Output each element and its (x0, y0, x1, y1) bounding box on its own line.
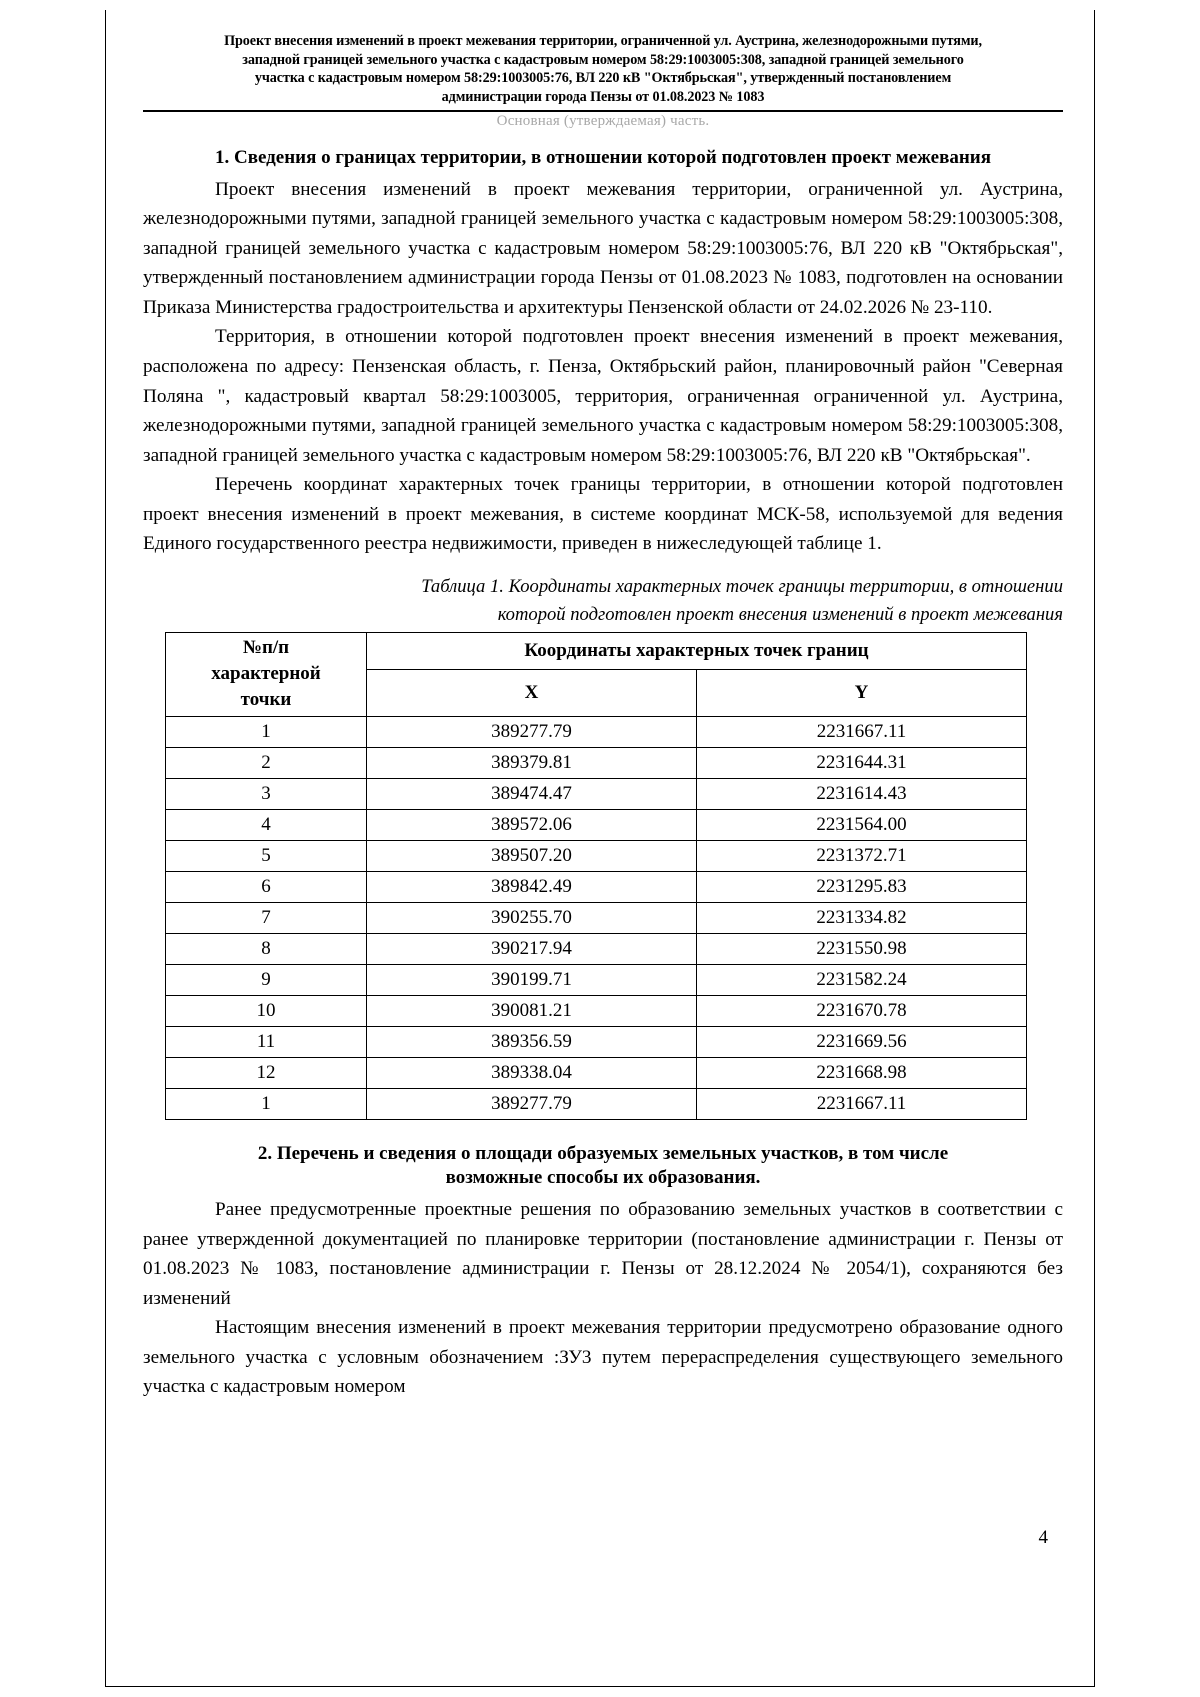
table-row (166, 964, 1027, 995)
table-row (166, 716, 1027, 747)
cell-point-number: 8 (166, 933, 367, 964)
table-row (166, 871, 1027, 902)
section-2-title-line-2: возможные способы их образования. (445, 1167, 761, 1189)
cell-x: 389842.49 (367, 871, 697, 902)
cell-x: 389572.06 (367, 809, 697, 840)
header-line-3: участка с кадастровым номером 58:29:1003005:76, ВЛ 220 кВ "Октябрьская", утвержденный постановлением (254, 70, 952, 87)
cell-y: 2231550.98 (697, 933, 1027, 964)
table-row (166, 933, 1027, 964)
document-running-header (143, 0, 1063, 107)
header-point-number-line-2: характерной (211, 663, 321, 685)
cell-x: 390081.21 (367, 995, 697, 1026)
cell-x: 389356.59 (367, 1026, 697, 1057)
cell-y: 2231667.11 (697, 1088, 1027, 1119)
cell-y: 2231670.78 (697, 995, 1027, 1026)
cell-x: 389338.04 (367, 1057, 697, 1088)
coordinates-table-head (166, 632, 1027, 716)
page-number: 4 (1038, 1527, 1048, 1548)
cell-point-number: 10 (166, 995, 367, 1026)
header-point-number (166, 632, 367, 716)
cell-y: 2231564.00 (697, 809, 1027, 840)
section-2-paragraph-2: Настоящим внесения изменений в проект межевания территории предусмотрено образование одного земельного участка с условным обозначением :ЗУ3 путем перераспределения существующего земельного участка с кадастровым номером (143, 1317, 1063, 1398)
table-row (166, 995, 1027, 1026)
header-column-x: X (367, 669, 697, 716)
section-1-title: 1. Сведения о границах территории, в отношении которой подготовлен проект межевания (214, 146, 992, 168)
section-2-title (143, 1142, 1063, 1191)
table-row (166, 840, 1027, 871)
page-content (143, 0, 1063, 1402)
cell-y: 2231669.56 (697, 1026, 1027, 1057)
cell-point-number: 9 (166, 964, 367, 995)
cell-y: 2231582.24 (697, 964, 1027, 995)
header-point-number-line-3: точки (240, 689, 292, 711)
header-line-4: администрации города Пензы от 01.08.2023 № 1083 (441, 89, 765, 106)
cell-x: 390217.94 (367, 933, 697, 964)
table-row (166, 1026, 1027, 1057)
table-row (166, 1088, 1027, 1119)
cell-y: 2231334.82 (697, 902, 1027, 933)
section-1-paragraph-1: Проект внесения изменений в проект межевания территории, ограниченной ул. Аустрина, железнодорожными путями, западной границей земельного участка с кадастровым номером 58:29:1003005:308, западной границей земельного участка с кадастровым номером 58:29:1003005:76, ВЛ 220 кВ "Октябрьская", утвержденный постановлением администрации города Пензы от 01.08.2023 № 1083, подготовлен на основании Приказа Министерства градостроительства и архитектуры Пензенской области от 24.02.2026 № 23-110. (143, 178, 1063, 318)
cell-point-number: 6 (166, 871, 367, 902)
cell-x: 390255.70 (367, 902, 697, 933)
cell-point-number: 1 (166, 1088, 367, 1119)
section-1-paragraph-2: Территория, в отношении которой подготовлен проект внесения изменений в проект межевания, расположена по адресу: Пензенская область, г. Пенза, Октябрьский район, планировочный район "Северная Поляна ", кадастровый квартал 58:29:1003005, территория, ограниченная ограниченной ул. Аустрина, железнодорожными путями, западной границей земельного участка с кадастровым номером 58:29:1003005:308, западной границей земельного участка с кадастровым номером 58:29:1003005:76, ВЛ 220 кВ "Октябрьская". (143, 326, 1063, 466)
cell-y: 2231372.71 (697, 840, 1027, 871)
cell-x: 389474.47 (367, 778, 697, 809)
cell-y: 2231614.43 (697, 778, 1027, 809)
coordinates-table (165, 632, 1027, 1120)
section-2-paragraph-1: Ранее предусмотренные проектные решения по образованию земельных участков в соответствии с ранее утвержденной документацией по планировке территории (постановление администрации г. Пензы от 01.08.2023 № 1083, постановление администрации г. Пензы от 28.12.2024 № 2054/1), сохраняются без изменений (143, 1199, 1063, 1309)
cell-point-number: 7 (166, 902, 367, 933)
cell-point-number: 1 (166, 716, 367, 747)
table-caption-line-2: которой подготовлен проект внесения изменений в проект межевания (497, 603, 1063, 625)
header-line-2: западной границей земельного участка с кадастровым номером 58:29:1003005:308, западной границей земельного (242, 51, 964, 68)
table-row (166, 809, 1027, 840)
cell-x: 389507.20 (367, 840, 697, 871)
cell-y: 2231295.83 (697, 871, 1027, 902)
header-point-number-line-1: №п/п (242, 636, 290, 658)
section-1-paragraph-3: Перечень координат характерных точек границы территории, в отношении которой подготовлен проект внесения изменений в проект межевания, в системе координат МСК-58, используемой для ведения Единого государственного реестра недвижимости, приведен в нижеследующей таблице 1. (143, 474, 1063, 555)
cell-point-number: 3 (166, 778, 367, 809)
cell-point-number: 4 (166, 809, 367, 840)
cell-point-number: 5 (166, 840, 367, 871)
cell-y: 2231667.11 (697, 716, 1027, 747)
cell-y: 2231668.98 (697, 1057, 1027, 1088)
table-row (166, 1057, 1027, 1088)
cell-point-number: 12 (166, 1057, 367, 1088)
coordinates-table-body (166, 716, 1027, 1119)
header-line-1: Проект внесения изменений в проект межевания территории, ограниченной ул. Аустрина, железнодорожными путями, (224, 33, 982, 49)
cell-x: 390199.71 (367, 964, 697, 995)
header-divider (143, 110, 1063, 112)
header-subtitle: Основная (утверждаемая) часть. (496, 112, 710, 129)
cell-x: 389277.79 (367, 1088, 697, 1119)
header-coordinates-group: Координаты характерных точек границ (367, 632, 1027, 669)
cell-x: 389379.81 (367, 747, 697, 778)
table-row (166, 902, 1027, 933)
header-column-y: Y (697, 669, 1027, 716)
table-caption (143, 573, 1063, 629)
table-row (166, 747, 1027, 778)
section-2-title-line-1: 2. Перечень и сведения о площади образуемых земельных участков, в том числе (257, 1142, 949, 1164)
cell-y: 2231644.31 (697, 747, 1027, 778)
table-caption-line-1: Таблица 1. Координаты характерных точек границы территории, в отношении (421, 575, 1063, 597)
cell-x: 389277.79 (367, 716, 697, 747)
table-row (166, 778, 1027, 809)
cell-point-number: 11 (166, 1026, 367, 1057)
table-header-row-1 (166, 632, 1027, 669)
cell-point-number: 2 (166, 747, 367, 778)
